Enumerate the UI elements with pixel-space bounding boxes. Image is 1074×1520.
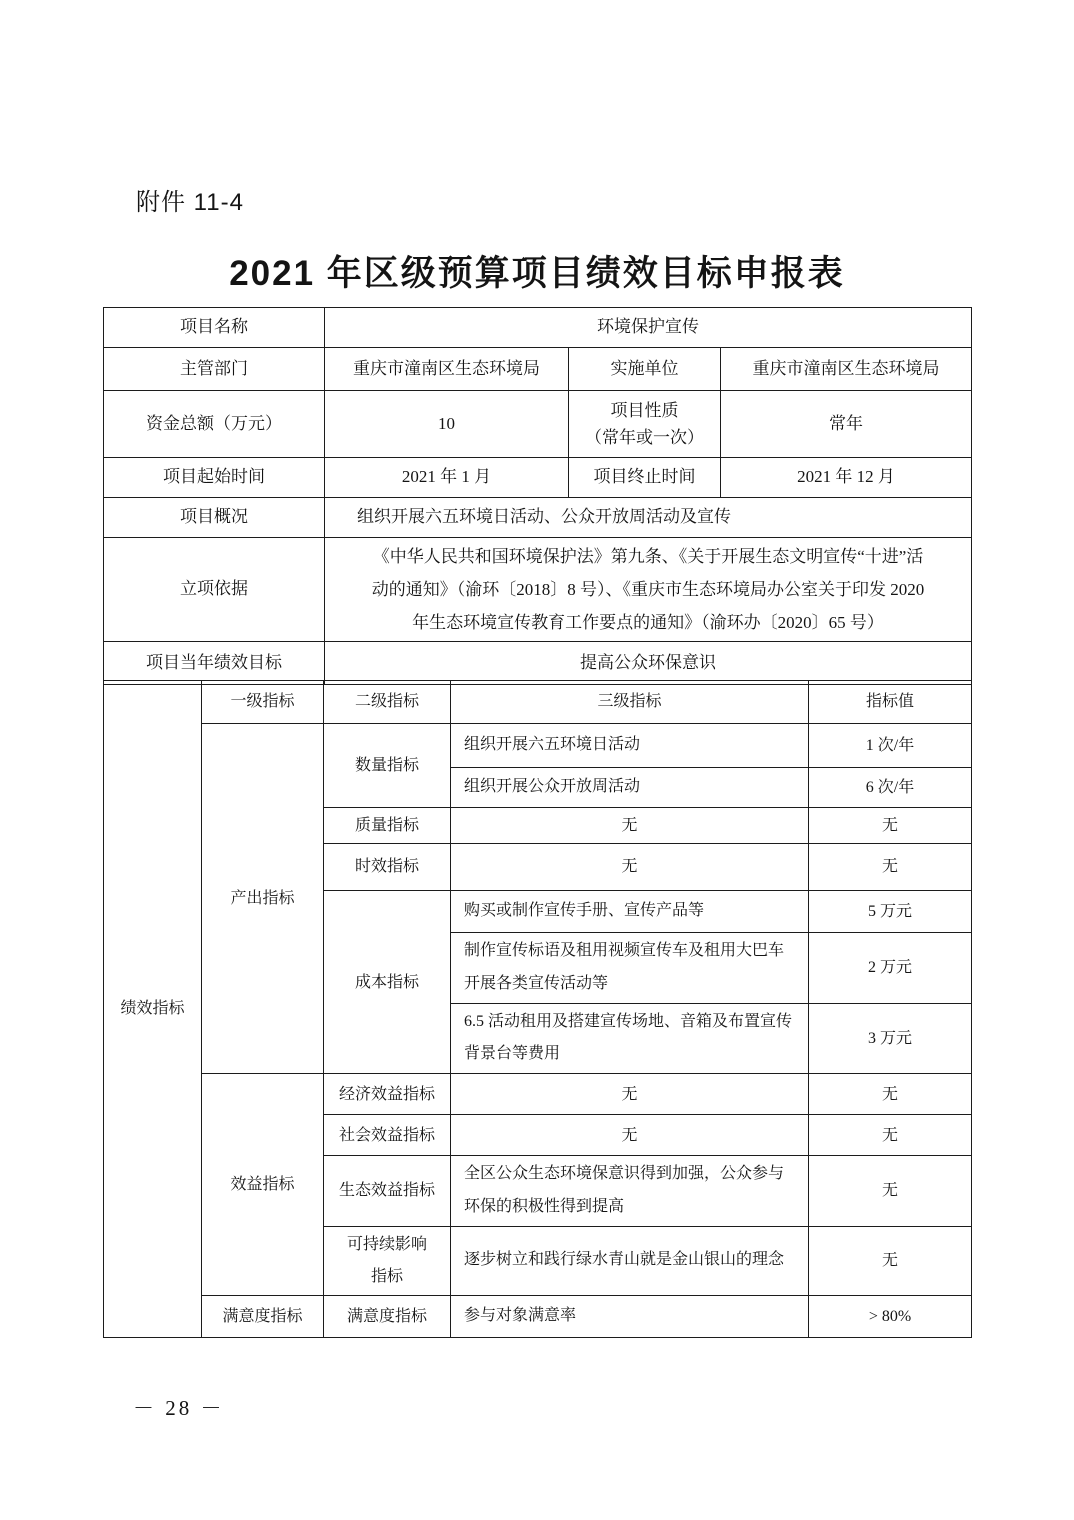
level3-text: 参与对象满意率 [451,1295,809,1337]
level1-benefit: 效益指标 [202,1074,324,1296]
nature-label [569,391,721,458]
level3-text: 无 [451,844,809,891]
indicator-value: 无 [809,1226,972,1295]
amount-label: 资金总额（万元） [104,391,325,458]
indicator-value: 无 [809,1156,972,1227]
attachment-label: 附件 11-4 [136,189,244,216]
project-name-label: 项目名称 [104,308,325,348]
header-value: 指标值 [809,681,972,724]
level3-text: 6.5 活动租用及搭建宣传场地、音箱及布置宣传背景台等费用 [451,1003,809,1074]
row-amount-nature [104,391,972,458]
end-value: 2021 年 12 月 [721,458,972,498]
basis-line-1: 《中华人民共和国环境保护法》第九条、《关于开展生态文明宣传“十进”活 [372,547,924,566]
indicator-table [103,680,972,1338]
row-overview [104,498,972,538]
indicator-header-row [104,681,972,724]
goal-label: 项目当年绩效目标 [104,642,325,685]
basis-line-3: 年生态环境宣传教育工作要点的通知》（渝环办〔2020〕65 号） [412,613,884,632]
basis-value [325,538,972,642]
page-number: － 28 － [133,1396,225,1420]
row-basis [104,538,972,642]
indicator-value: 无 [809,808,972,844]
nature-label-line2: （常年或一次） [585,428,704,447]
indicator-section-label: 绩效指标 [104,681,202,1338]
nature-value: 常年 [721,391,972,458]
level3-text: 组织开展六五环境日活动 [451,724,809,768]
impl-label: 实施单位 [569,348,721,391]
overview-value: 组织开展六五环境日活动、公众开放周活动及宣传 [325,498,972,538]
indicator-value: 6 次/年 [809,768,972,808]
level2-quality: 质量指标 [324,808,451,844]
amount-value: 10 [325,391,569,458]
level3-text: 购买或制作宣传手册、宣传产品等 [451,891,809,933]
nature-label-line1: 项目性质 [610,401,679,420]
header-level3: 三级指标 [451,681,809,724]
row-project-name [104,308,972,348]
impl-value: 重庆市潼南区生态环境局 [721,348,972,391]
header-level1: 一级指标 [202,681,324,724]
level2-economic: 经济效益指标 [324,1074,451,1115]
project-info-table [103,307,972,685]
row-departments [104,348,972,391]
level3-text: 逐步树立和践行绿水青山就是金山银山的理念 [451,1226,809,1295]
indicator-value: > 80% [809,1295,972,1337]
goal-value: 提高公众环保意识 [325,642,972,685]
indicator-value: 无 [809,1074,972,1115]
indicator-value: 1 次/年 [809,724,972,768]
header-level2: 二级指标 [324,681,451,724]
indicator-value: 5 万元 [809,891,972,933]
start-value: 2021 年 1 月 [325,458,569,498]
level3-text: 全区公众生态环境保意识得到加强，公众参与环保的积极性得到提高 [451,1156,809,1227]
row-goal [104,642,972,685]
indicator-value: 无 [809,844,972,891]
level2-ecological: 生态效益指标 [324,1156,451,1227]
indicator-value: 2 万元 [809,933,972,1004]
row-dates [104,458,972,498]
project-name-value: 环境保护宣传 [325,308,972,348]
indicator-value: 无 [809,1115,972,1156]
level2-timeliness: 时效指标 [324,844,451,891]
dept-label: 主管部门 [104,348,325,391]
level3-text: 无 [451,1074,809,1115]
indicator-row [104,1295,972,1337]
indicator-row [104,1074,972,1115]
level3-text: 组织开展公众开放周活动 [451,768,809,808]
indicator-row [104,724,972,768]
level2-quantity: 数量指标 [324,724,451,808]
dept-value: 重庆市潼南区生态环境局 [325,348,569,391]
level3-text: 无 [451,808,809,844]
level3-text: 无 [451,1115,809,1156]
level2-social: 社会效益指标 [324,1115,451,1156]
level2-cost: 成本指标 [324,891,451,1074]
level2-satisfaction: 满意度指标 [324,1295,451,1337]
start-label: 项目起始时间 [104,458,325,498]
basis-line-2: 动的通知》（渝环〔2018〕8 号）、《重庆市生态环境局办公室关于印发 2020 [371,580,925,599]
level1-output: 产出指标 [202,724,324,1074]
overview-label: 项目概况 [104,498,325,538]
level3-text: 制作宣传标语及租用视频宣传车及租用大巴车开展各类宣传活动等 [451,933,809,1004]
level2-sustainability: 可持续影响指标 [324,1226,451,1295]
end-label: 项目终止时间 [569,458,721,498]
page-title: 2021 年区级预算项目绩效目标申报表 [229,254,845,293]
level1-satisfaction: 满意度指标 [202,1295,324,1337]
basis-label: 立项依据 [104,538,325,642]
indicator-value: 3 万元 [809,1003,972,1074]
